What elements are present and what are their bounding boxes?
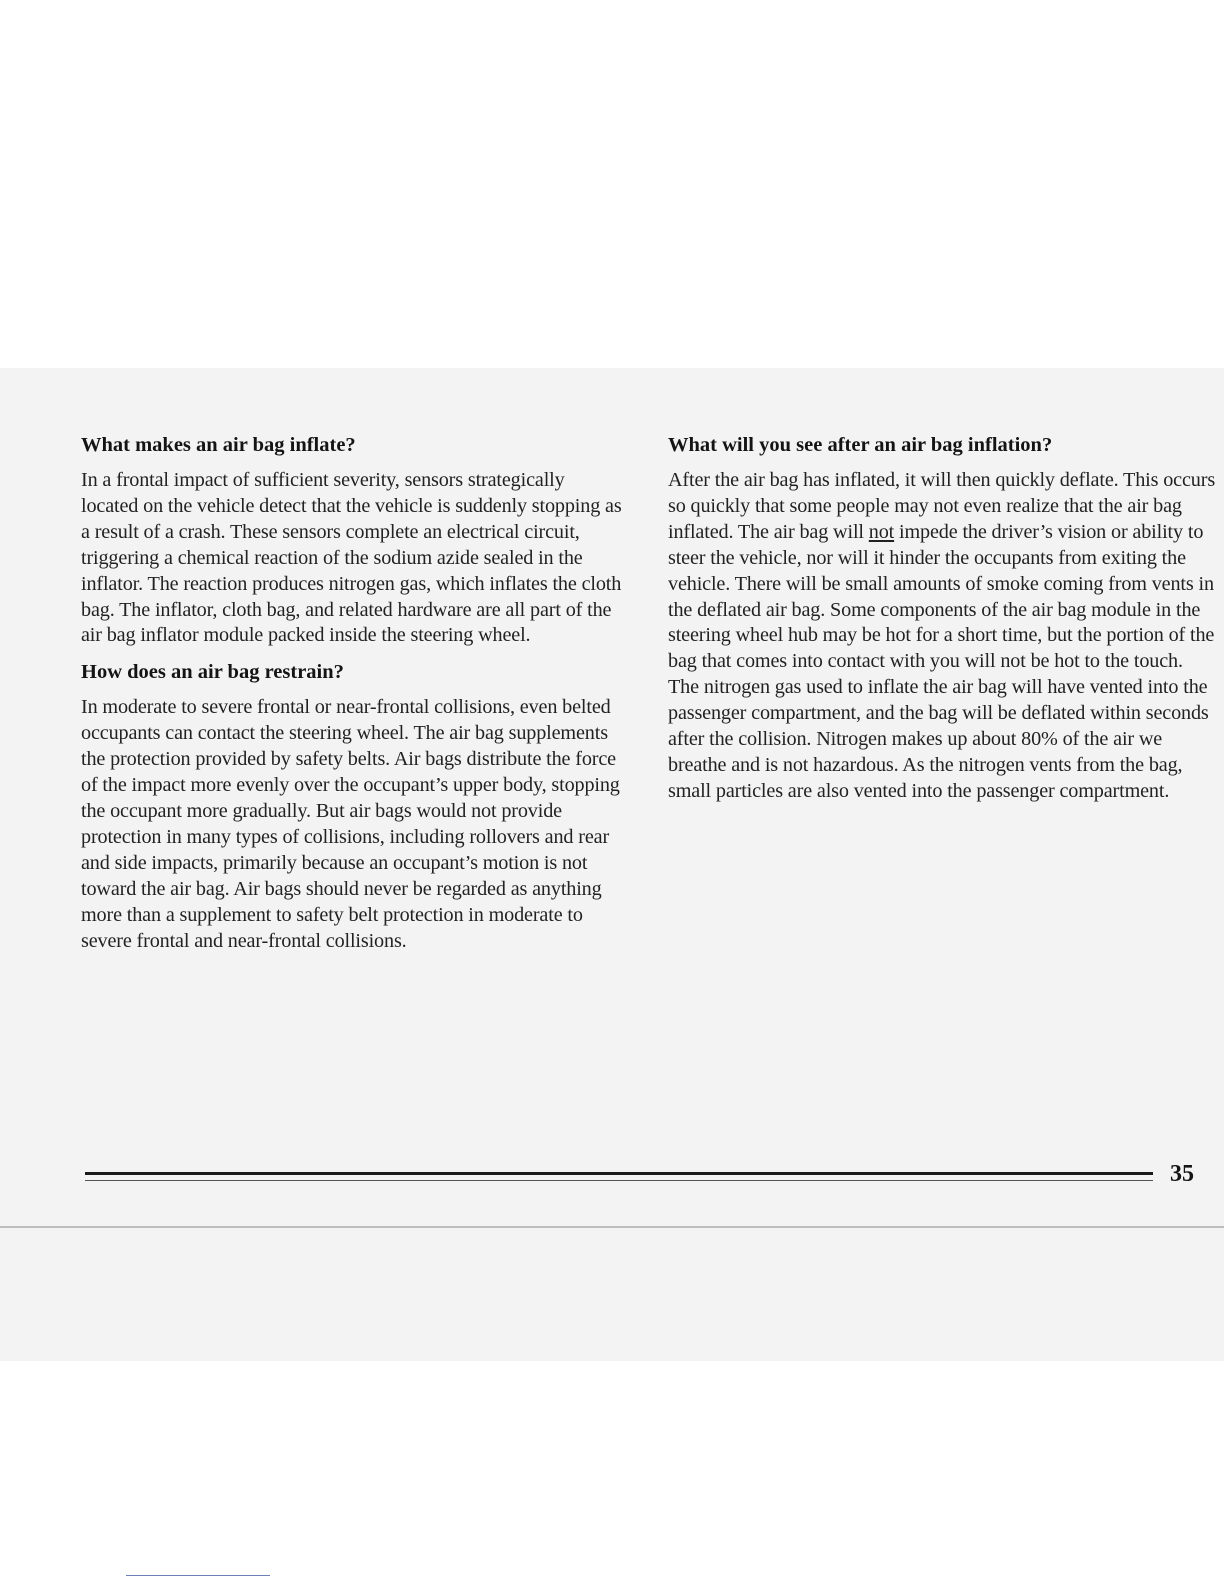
page-number: 35 bbox=[1170, 1161, 1194, 1187]
heading-air-bag-restrain: How does an air bag restrain? bbox=[81, 661, 344, 684]
paragraph-restrain: In moderate to severe frontal or near-frontal collisions, even belted occupants can contact the steering wheel. The air bag supplements the protection provided by safety belts. Air bags distribute the force of the impact more evenly over the occupant’s upper body, stopping the occupant more gradually. But air bags would not provide protection in many types of collisions, including rollovers and rear and side impacts, primarily because an occupant’s motion is not toward the air bag. Air bags should never be regarded as anything more than a supplement to safety belt protection in moderate to severe frontal and near-frontal collisions. bbox=[81, 696, 620, 952]
paragraph-after-inflation-part-1: After the air bag has inflated, it will then quickly deflate. This occurs so quickly that some people may not even realize that the air bag inflated. The air bag will bbox=[668, 469, 1216, 543]
paragraph-inflation: In a frontal impact of sufficient severity, sensors strategically located on the vehicle detect that the vehicle is suddenly stopping as a result of a crash. These sensors complete an electrical circuit, triggering a chemical reaction of the sodium azide sealed in the inflator. The reaction produces nitrogen gas, which inflates the cloth bag. The inflator, cloth bag, and related hardware are all part of the air bag inflator module packed inside the steering wheel. bbox=[81, 469, 622, 647]
heading-after-inflation: What will you see after an air bag inflation? bbox=[668, 434, 1053, 456]
bottom-mark-line bbox=[126, 1575, 270, 1576]
right-column bbox=[668, 432, 1216, 815]
paragraph-after-inflation-part-2: impede the driver’s vision or ability to steer the vehicle, nor will it hinder the occupants from exiting the vehicle. There will be small amounts of smoke coming from vents in the deflated air bag. Some components of the air bag module in the steering wheel hub may be hot for a short time, but the portion of the bag that comes into contact with you will not be hot to the touch. The nitrogen gas used to inflate the air bag will have vented into the passenger compartment, and the bag will be deflated within seconds after the collision. Nitrogen makes up about 80% of the air we breathe and is not hazardous. As the nitrogen vents from the bag, small particles are also vented into the passenger compartment. bbox=[668, 520, 1215, 802]
left-column bbox=[81, 432, 626, 964]
scan-edge-line bbox=[0, 1226, 1224, 1228]
footer-rule bbox=[85, 1172, 1153, 1175]
paragraph-after-inflation bbox=[668, 468, 1216, 805]
emphasis-not: not bbox=[868, 520, 895, 543]
footer-rule-secondary bbox=[85, 1180, 1153, 1181]
heading-air-bag-inflate: What makes an air bag inflate? bbox=[81, 434, 356, 456]
